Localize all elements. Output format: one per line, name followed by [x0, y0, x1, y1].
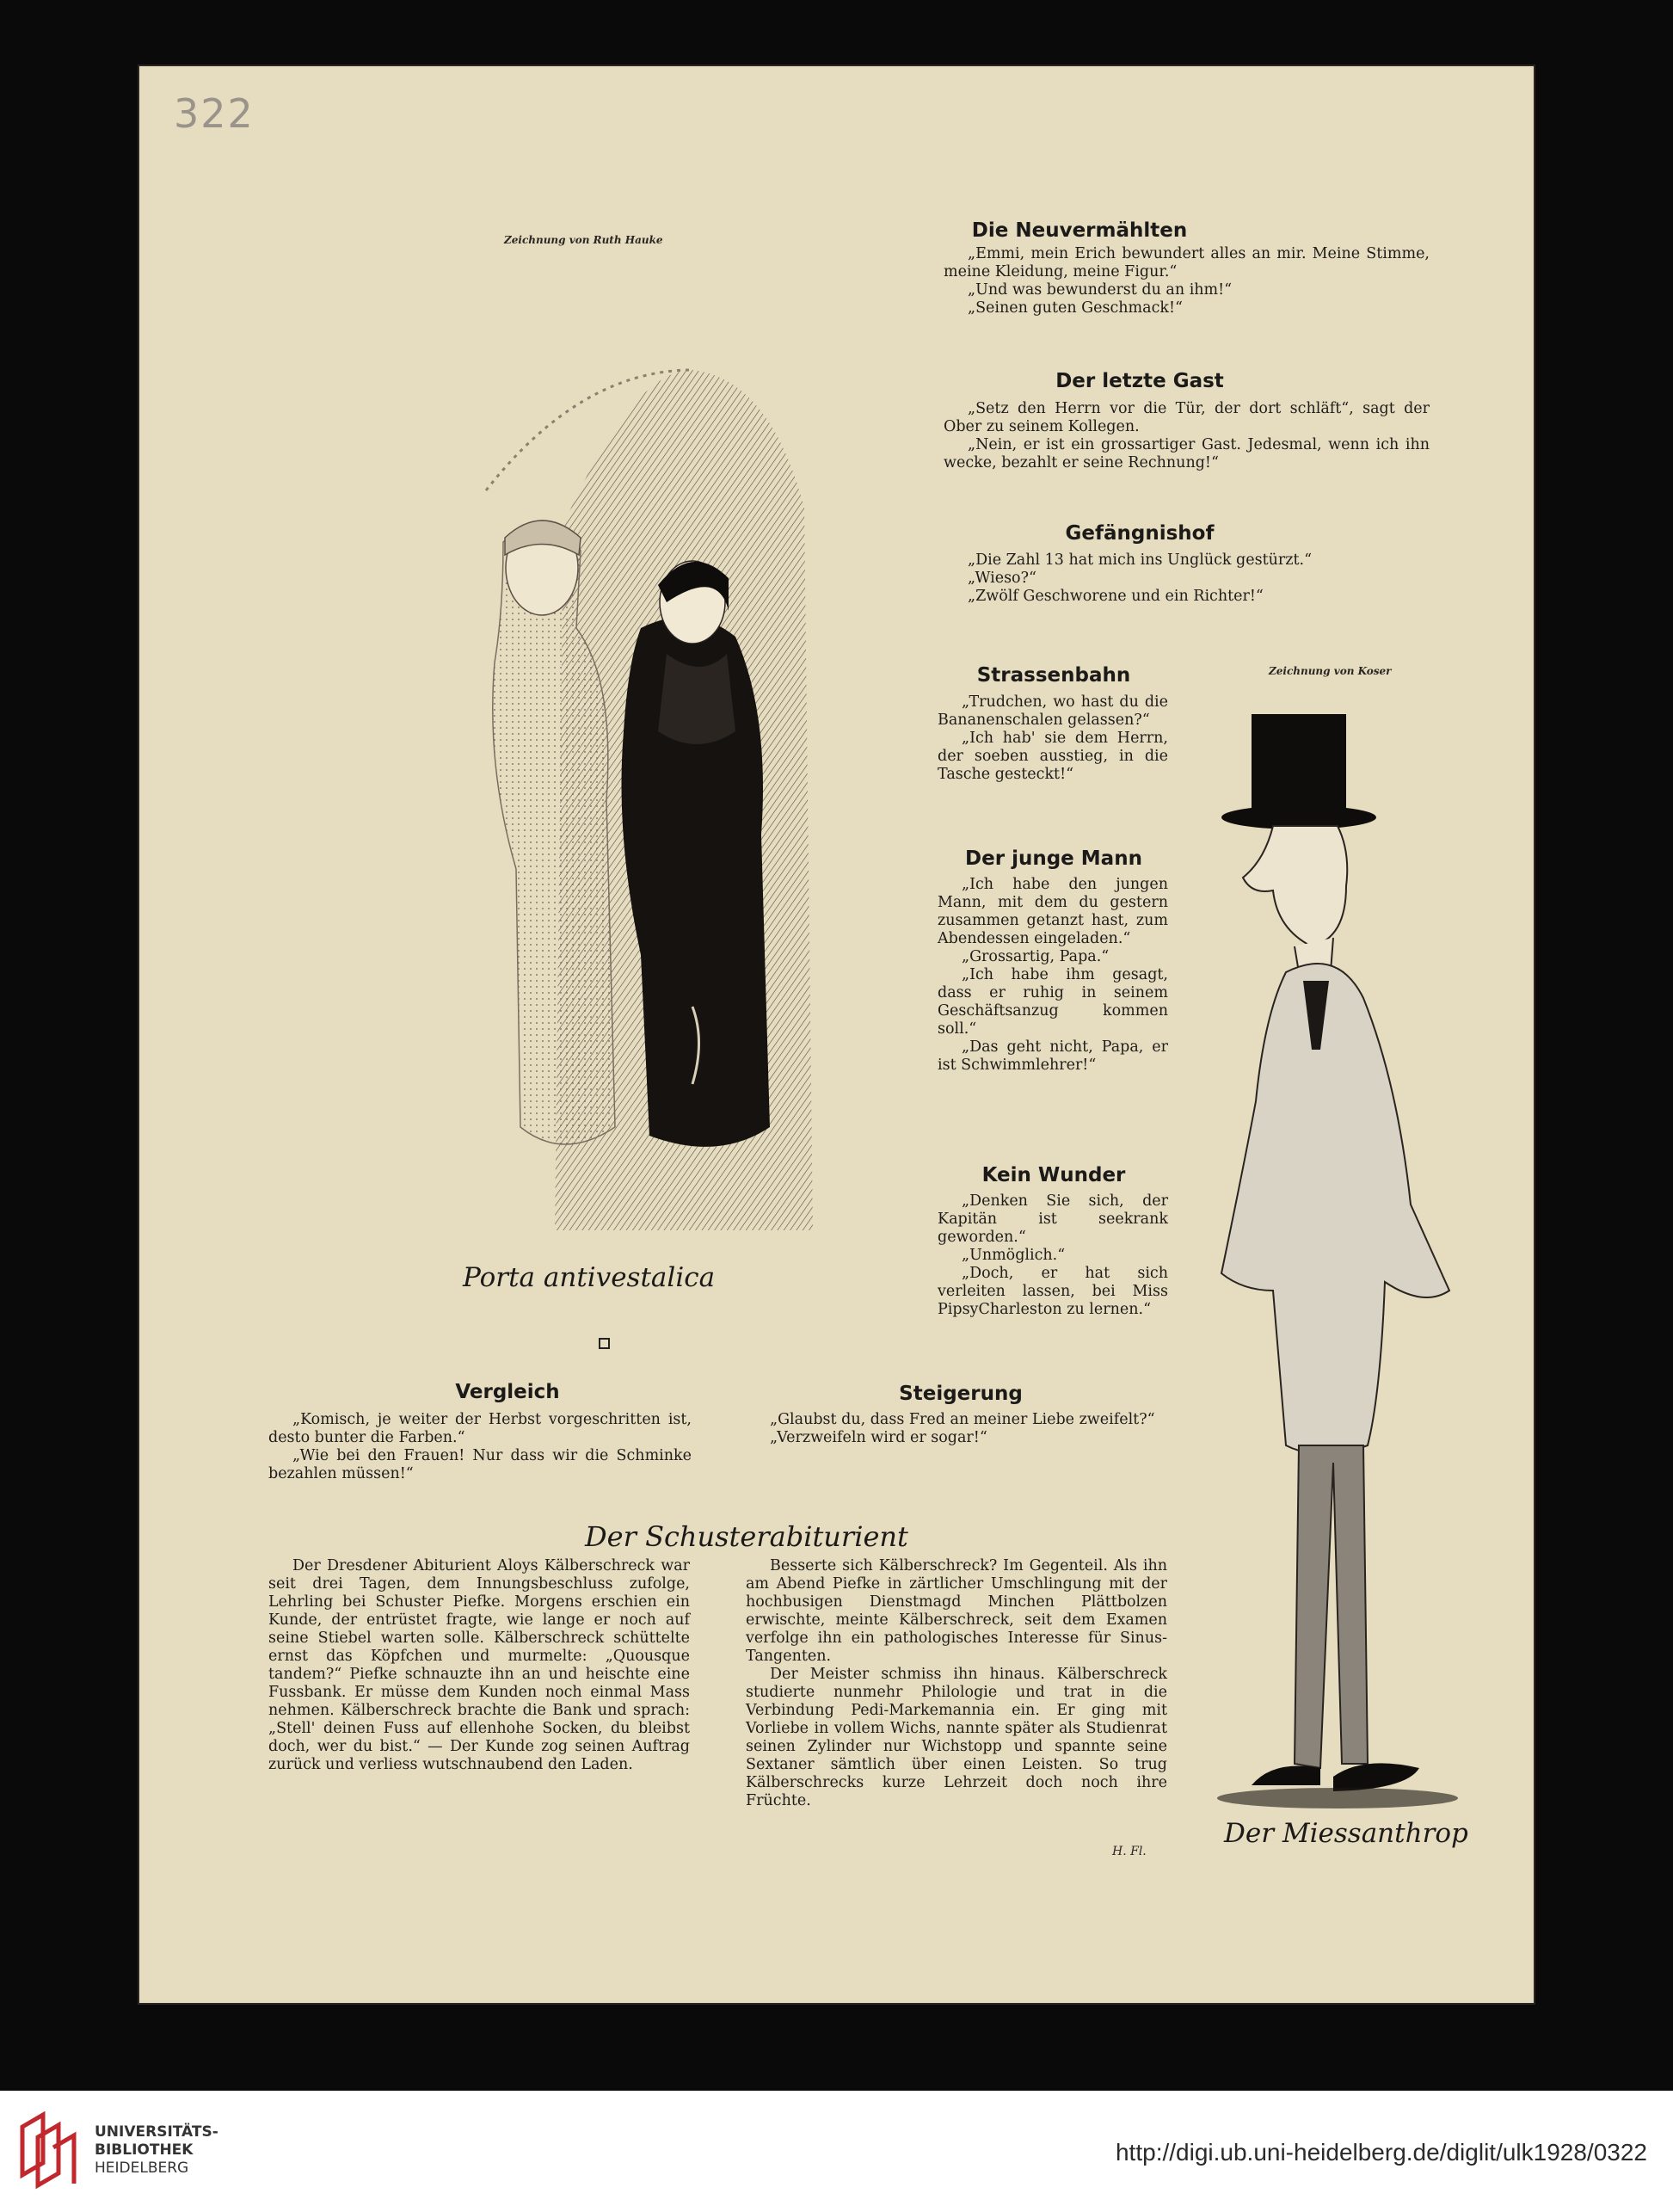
paragraph: „Doch, er hat sich verleiten lassen, bei Miss PipsyCharleston zu lernen.“	[938, 1265, 1168, 1318]
paragraph: Der Meister schmiss ihn hinaus. Kälberschreck studierte nunmehr Philologie und trat in die Verbindung Pedi-Markemannia ein. Er ging mit Vorliebe in vollem Wichs, nannte später als Studienrat seinen Zylinder nur Wichstopp und spannte seine Sextaner sämtlich über einen Leisten. So trug Kälberschrecks kurze Lehrzeit doch noch ihre Früchte.	[746, 1666, 1167, 1809]
paragraph: „Unmöglich.“	[962, 1247, 1066, 1264]
paragraph: Besserte sich Kälberschreck? Im Gegenteil. Als ihn am Abend Piefke in zärtlicher Umschlingung mit der hochbusigen Dienstmagd Minchen Plättbolzen erwischte, meinte Kälberschreck, seit dem Examen verfolge ihn ein pathologisches Interesse für Sinus-Tangenten.	[746, 1557, 1167, 1665]
paragraph: „Denken Sie sich, der Kapitän ist seekrank geworden.“	[938, 1192, 1168, 1246]
library-logo-icon[interactable]	[19, 2111, 84, 2194]
article-strassenbahn	[938, 693, 1168, 784]
heading-steigerung: Steigerung	[899, 1383, 1023, 1405]
paragraph: „Das geht nicht, Papa, er ist Schwimmlehrer!“	[938, 1038, 1168, 1074]
heading-neuvermaehlten: Die Neuvermählten	[971, 219, 1188, 242]
article-steigerung	[746, 1411, 1167, 1447]
library-name-line: UNIVERSITÄTS-	[95, 2123, 218, 2141]
footer-bar	[0, 2091, 1673, 2212]
article-neuvermaehlten	[944, 245, 1430, 317]
heading-vergleich: Vergleich	[455, 1381, 560, 1403]
paragraph: „Emmi, mein Erich bewundert alles an mir. Meine Stimme, meine Kleidung, meine Figur.“	[944, 245, 1430, 280]
library-name-line: BIBLIOTHEK	[95, 2141, 194, 2159]
heading-kein-wunder: Kein Wunder	[981, 1164, 1126, 1186]
article-schusterabiturient-col2	[746, 1557, 1167, 1810]
permalink-url[interactable]: http://digi.ub.uni-heidelberg.de/diglit/ulk1928/0322	[1115, 2139, 1647, 2166]
paragraph: „Glaubst du, dass Fred an meiner Liebe zweifelt?“	[770, 1411, 1155, 1428]
heading-gefaengnishof: Gefängnishof	[1065, 522, 1215, 545]
paragraph: „Wie bei den Frauen! Nur dass wir die Schminke bezahlen müssen!“	[268, 1447, 692, 1482]
article-kein-wunder	[938, 1192, 1168, 1319]
caption-miessanthrop: Der Miessanthrop	[1224, 1818, 1468, 1849]
article-schusterabiturient-col1	[268, 1557, 690, 1774]
article-gefaengnishof	[944, 551, 1348, 606]
paragraph: „Ich habe ihm gesagt, dass er ruhig in seinem Geschäftsanzug kommen soll.“	[938, 966, 1168, 1038]
illustration-miessanthrop	[1191, 688, 1501, 1876]
newspaper-page	[138, 65, 1535, 2005]
paragraph: „Ich habe den jungen Mann, mit dem du gestern zusammen getanzt hast, zum Abendessen eingeladen.“	[938, 876, 1168, 947]
paragraph: „Setz den Herrn vor die Tür, der dort schläft“, sagt der Ober zu seinem Kollegen.	[944, 400, 1430, 435]
paragraph: Der Dresdener Abiturient Aloys Kälberschreck war seit drei Tagen, dem Innungsbeschluss zufolge, Lehrling bei Schuster Piefke. Morgens erschien ein Kunde, der entrüstet fragte, wie lange er noch auf seine Stiebel warten solle. Kälberschreck schüttelte ernst das Köpfchen und murmelte: „Quousque tandem?“ Piefke schnauzte ihn an und heischte eine Fussbank. Er müsse dem Kunden noch einmal Mass nehmen. Kälberschreck brachte die Bank und sprach: „Stell' deinen Fuss auf ellenhohe Socken, du bleibst doch, wer du bist.“ — Der Kunde zog seinen Auftrag zurück und verliess wutschnaubend den Laden.	[268, 1557, 690, 1773]
paragraph: „Nein, er ist ein grossartiger Gast. Jedesmal, wenn ich ihn wecke, bezahlt er seine Rechnung!“	[944, 436, 1430, 471]
library-name[interactable]	[95, 2123, 218, 2178]
heading-junge-mann: Der junge Mann	[965, 847, 1142, 870]
paragraph: „Grossartig, Papa.“	[962, 948, 1110, 965]
library-name-line: HEIDELBERG	[95, 2160, 189, 2177]
caption-porta-antivestalica: Porta antivestalica	[463, 1262, 716, 1293]
article-letzte-gast	[944, 400, 1430, 472]
signature: H. Fl.	[1112, 1845, 1147, 1858]
article-junge-mann	[938, 876, 1168, 1075]
heading-schusterabiturient: Der Schusterabiturient	[585, 1520, 908, 1553]
paragraph: „Zwölf Geschworene und ein Richter!“	[968, 588, 1264, 605]
credit-right: Zeichnung von Koser	[1269, 665, 1392, 677]
page-number: 322	[174, 90, 255, 137]
paragraph: „Die Zahl 13 hat mich ins Unglück gestürzt.“	[968, 551, 1313, 569]
paragraph: „Und was bewunderst du an ihm!“	[968, 281, 1233, 299]
heading-letzte-gast: Der letzte Gast	[1055, 370, 1224, 392]
paragraph: „Ich hab' sie dem Herrn, der soeben ausstieg, in die Tasche gesteckt!“	[938, 730, 1168, 783]
ornament-square	[599, 1338, 610, 1349]
paragraph: „Verzweifeln wird er sogar!“	[770, 1429, 987, 1446]
paragraph: „Wieso?“	[968, 570, 1036, 587]
paragraph: „Komisch, je weiter der Herbst vorgeschritten ist, desto bunter die Farben.“	[268, 1411, 692, 1446]
paragraph: „Seinen guten Geschmack!“	[968, 299, 1183, 317]
article-vergleich	[268, 1411, 692, 1483]
paragraph: „Trudchen, wo hast du die Bananenschalen gelassen?“	[938, 693, 1168, 729]
illustration-porta-antivestalica	[409, 353, 959, 1248]
credit-left: Zeichnung von Ruth Hauke	[504, 234, 663, 246]
heading-strassenbahn: Strassenbahn	[976, 664, 1131, 687]
